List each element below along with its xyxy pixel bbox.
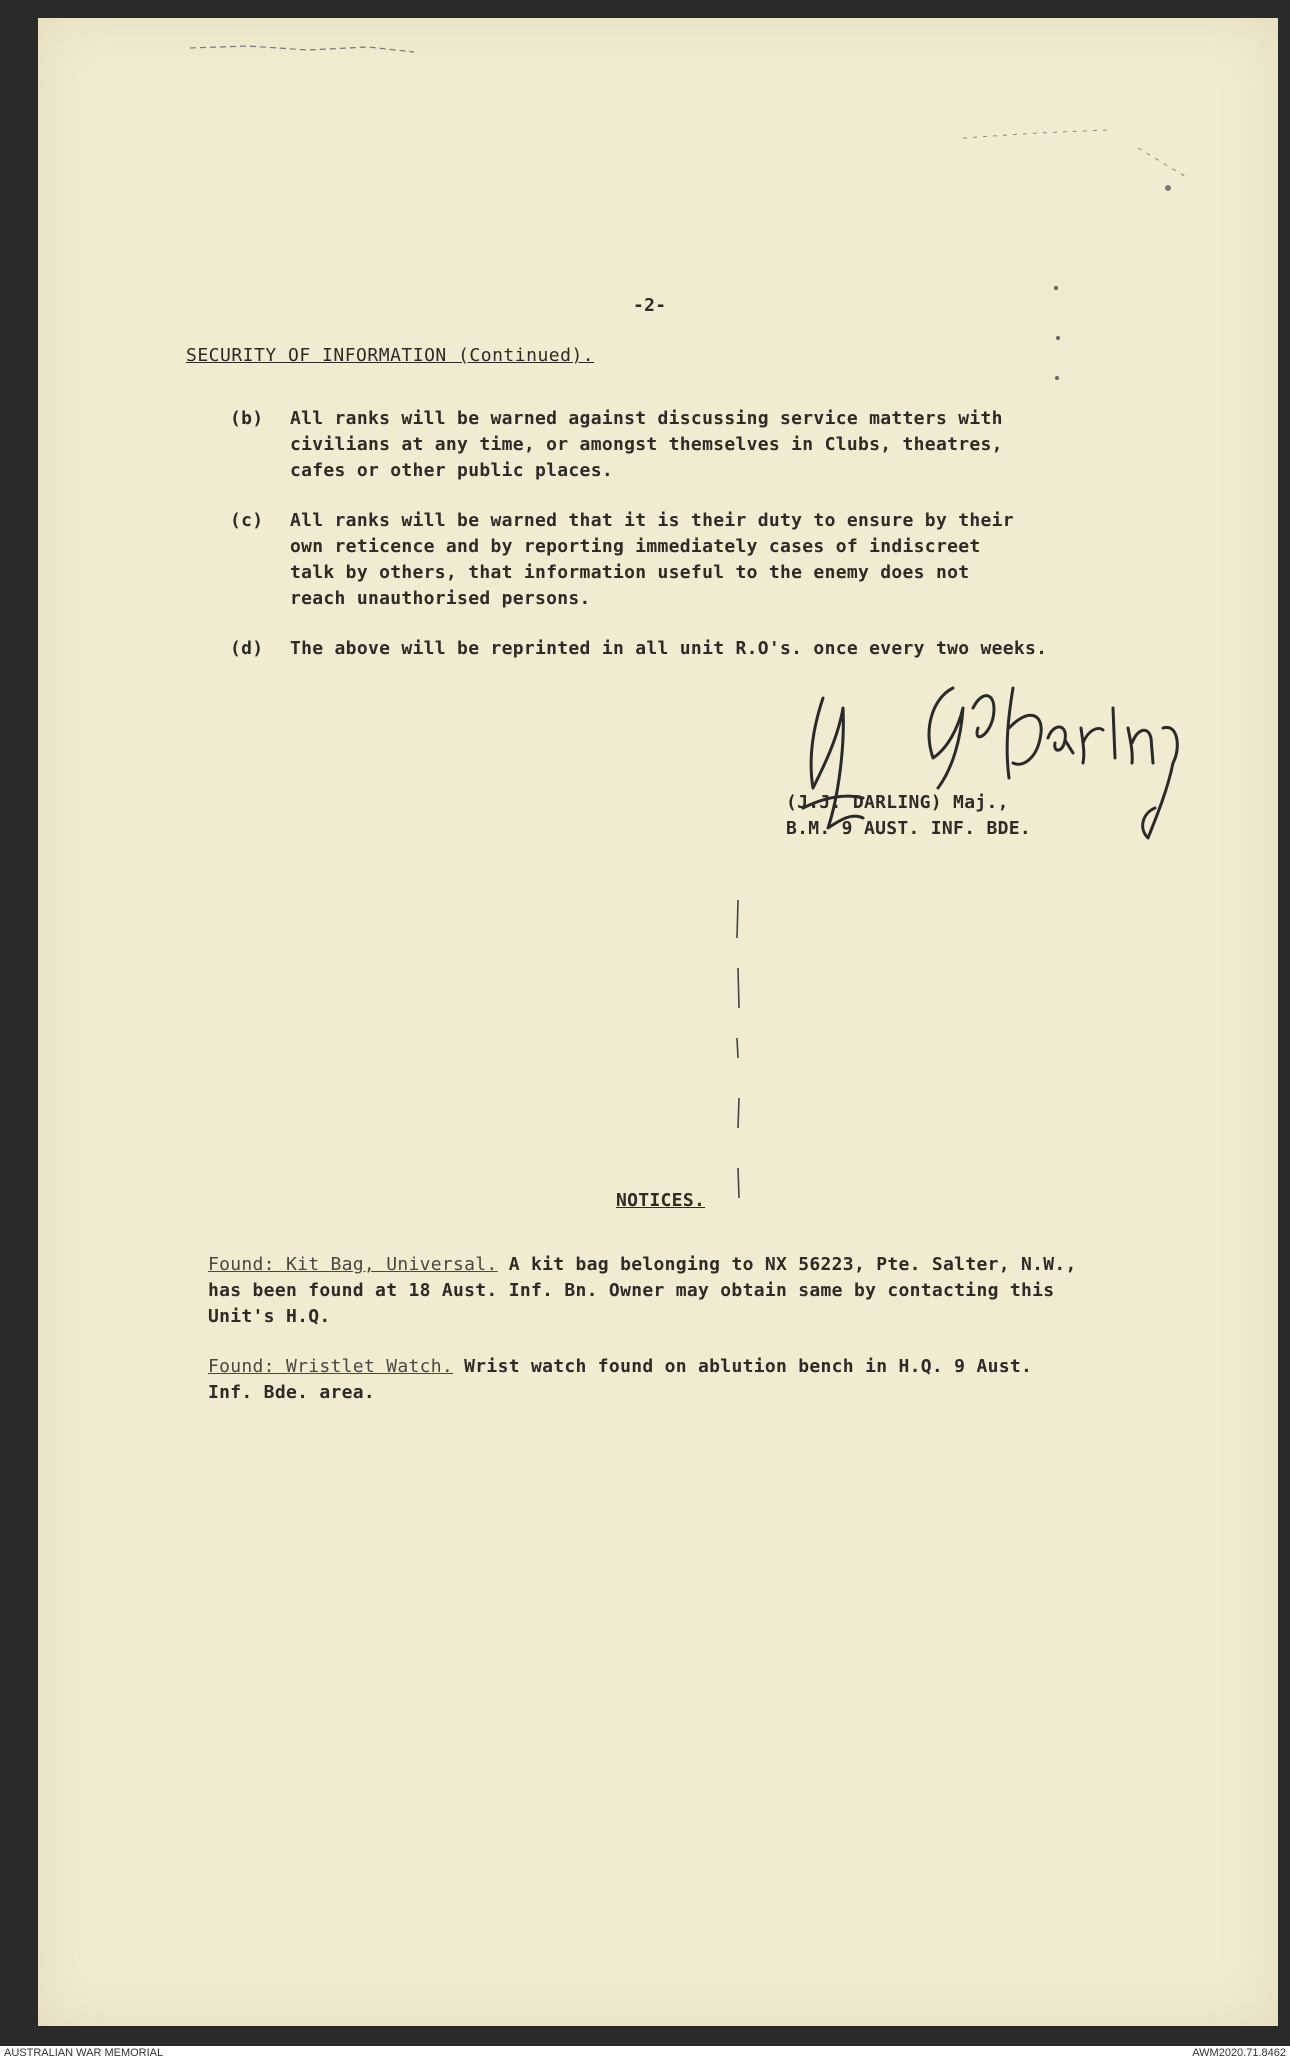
section-heading: SECURITY OF INFORMATION (Continued). [186,345,595,366]
notices-heading: NOTICES. [616,1190,706,1211]
paragraph-line: reach unauthorised persons. [290,588,591,609]
signatory-name: (J.J. DARLING) Maj., [786,792,1009,813]
paragraph-letter: (d) [230,638,264,659]
page-number: -2- [633,295,667,316]
footer-institution: AUSTRALIAN WAR MEMORIAL [4,2047,164,2059]
notice-caption: Found: Kit Bag, Universal. [208,1254,498,1275]
notice-text: A kit bag belonging to NX 56223, Pte. Salter, N.W., [508,1254,1077,1275]
ink-smudge-icon [1046,278,1066,398]
notice-line [208,1252,1077,1277]
ink-smudge-icon [188,38,418,58]
paragraph-line: cafes or other public places. [290,460,613,481]
paragraph-letter: (c) [230,510,264,531]
notice-line: has been found at 18 Aust. Inf. Bn. Owner may obtain same by contacting this [208,1280,1055,1301]
notice-line: Unit's H.Q. [208,1306,331,1327]
ink-smudge-icon [728,898,748,1208]
document-page [38,18,1278,2026]
paragraph-line: The above will be reprinted in all unit R.O's. once every two weeks. [290,638,1048,659]
signatory-title: B.M. 9 AUST. INF. BDE. [786,818,1032,839]
notice-text: Wrist watch found on ablution bench in H.Q. 9 Aust. [464,1356,1033,1377]
notice-line: Inf. Bde. area. [208,1382,376,1403]
paragraph-line: civilians at any time, or amongst themselves in Clubs, theatres, [290,434,1003,455]
paragraph-line: All ranks will be warned that it is their duty to ensure by their [290,510,1014,531]
notice-caption: Found: Wristlet Watch. [208,1356,454,1377]
archive-footer [0,2046,1290,2061]
paragraph-line: talk by others, that information useful to the enemy does not [290,562,970,583]
paragraph-letter: (b) [230,408,264,429]
footer-reference: AWM2020.71.8462 [1192,2047,1286,2059]
paragraph-line: own reticence and by reporting immediately cases of indiscreet [290,536,981,557]
ink-smudge-icon [958,108,1208,208]
notice-line [208,1354,1032,1379]
paragraph-line: All ranks will be warned against discussing service matters with [290,408,1003,429]
